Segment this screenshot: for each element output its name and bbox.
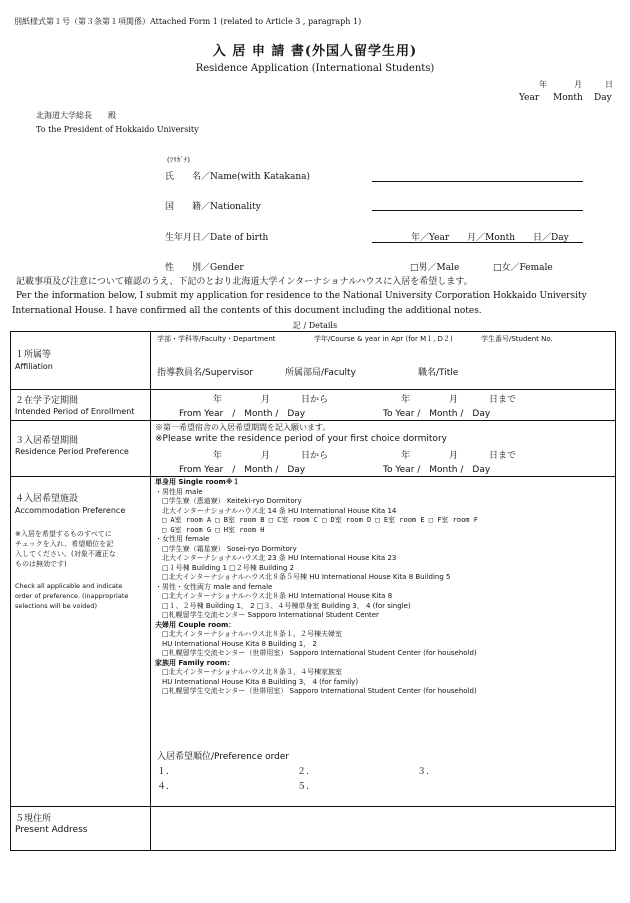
gender-female-checkbox[interactable]: □女／Female (493, 263, 553, 273)
affiliation-label-ja: １所属等 (15, 350, 52, 360)
res-to-day-ja: 日まで (489, 451, 517, 461)
accommodation-label-ja: ４入居希望施設 (15, 494, 79, 504)
name-label: 氏 名／Name(with Katakana) (165, 172, 311, 182)
note-ja-line: ※入居を希望するものすべてに (15, 530, 112, 538)
gender-label: 性 別／Gender (165, 263, 244, 273)
option-kita8-family[interactable]: □北大インターナショナルハウス北８条３、４号棟家族室 (155, 668, 343, 676)
accommodation-label-en: Accommodation Preference (15, 506, 126, 515)
furigana-label: (ﾌﾘｶﾞﾅ) (167, 156, 190, 164)
enrollment-input-cell[interactable] (151, 390, 616, 421)
enroll-from-year-ja: 年 (213, 395, 223, 405)
date-day-ja: 日 (605, 80, 613, 89)
accommodation-options-cell[interactable] (151, 477, 616, 807)
enrollment-label-en: Intended Period of Enrollment (15, 407, 135, 416)
option-kita8-buildings[interactable]: □１、２号棟 Building 1， 2 □３、４号棟単身室 Building 3， 4 (for single) (155, 601, 411, 610)
option-sosei[interactable]: □学生寮（霜星寮） Sosei-ryo Dormitory (155, 544, 297, 553)
page-title: 入 居 申 請 書(外国人留学生用) (212, 44, 418, 59)
residence-period-label-ja: ３入居希望期間 (15, 436, 79, 446)
nationality-field[interactable] (372, 210, 583, 211)
date-day-en: Day (594, 93, 612, 103)
option-kita8-couple[interactable]: □北大インターナショナルハウス北８条１、２号棟夫婦室 (155, 630, 343, 638)
option-line: ・男性・女性両方 male and female (155, 582, 273, 591)
enroll-from-day-ja: 日から (301, 395, 329, 405)
name-field[interactable] (372, 181, 583, 182)
preference-order-4[interactable]: ４. (157, 782, 169, 792)
option-sapporo-household[interactable]: □札幌留学生交流センター（世帯用室） Sapporo International Student Center (for household) (155, 649, 477, 657)
note-ja-line: 入してください。(対象不適正な (15, 550, 116, 558)
faculty-field[interactable]: 学部・学科等/Faculty・Department (157, 335, 276, 343)
option-kita23-buildings[interactable]: □１号棟 Building 1 □２号棟 Building 2 (155, 563, 295, 572)
res-from-day-ja: 日から (301, 451, 329, 461)
res-to-month-ja: 月 (449, 451, 459, 461)
enroll-from-month-ja: 月 (261, 395, 271, 405)
student-no-field[interactable]: 学生番号/Student No. (481, 335, 553, 343)
option-line: ・男性用 male (155, 487, 203, 496)
form-reference: 別紙様式第１号（第３条第１項関係）Attached Form 1 (related to Article 3 , paragraph 1) (14, 17, 362, 26)
affiliation-input-cell[interactable] (151, 332, 616, 390)
dob-fields[interactable]: 年／Year 月／Month 日／Day (411, 233, 569, 243)
res-to-en[interactable]: To Year / Month / Day (383, 465, 491, 475)
date-month-en: Month (553, 93, 583, 103)
preference-order-2[interactable]: ２. (297, 767, 309, 777)
details-heading: 記 / Details (292, 321, 338, 330)
option-kita14-rooms[interactable]: □ A室 room A □ B室 room B □ C室 room C □ D室 room D □ E室 room E □ F室 room F (155, 516, 478, 524)
row-residence-period (11, 421, 616, 477)
option-kita8[interactable]: □北大インターナショナルハウス北８条 HU International House Kita 8 (155, 592, 393, 600)
residence-note-en: ※Please write the residence period of your first choice dormitory (155, 434, 447, 444)
residence-period-input-cell[interactable] (151, 421, 616, 477)
res-from-year-ja: 年 (213, 451, 223, 461)
gender-male-checkbox[interactable]: □男／Male (410, 263, 460, 273)
supervisor-field[interactable]: 指導教員名/Supervisor (157, 368, 254, 378)
note-en-line: order of preference. (inappropriate (15, 592, 129, 600)
residence-period-label-en: Residence Period Preference (15, 447, 129, 456)
page-subtitle: Residence Application (International Students) (195, 63, 435, 74)
date-year-en: Year (519, 93, 540, 103)
option-line: 北大インターナショナルハウス北 14 条 HU International House Kita 14 (155, 506, 397, 515)
address-input-cell[interactable] (151, 807, 616, 851)
enroll-to-day-ja: 日まで (489, 395, 517, 405)
accommodation-label-cell (11, 477, 151, 807)
accommodation-note-en (11, 569, 150, 611)
residence-period-label-cell (11, 421, 151, 477)
row-enrollment (11, 390, 616, 421)
family-room-heading: 家族用 Family room： (155, 658, 234, 667)
option-line: ・女性用 female (155, 535, 210, 543)
res-from-en[interactable]: From Year / Month / Day (179, 465, 306, 475)
address-label-en: Present Address (15, 825, 88, 835)
nationality-label: 国 籍／Nationality (165, 202, 261, 212)
addressee-en: To the President of Hokkaido University (36, 125, 199, 134)
application-table (10, 331, 616, 851)
preference-order-3[interactable]: ３. (417, 767, 429, 777)
accommodation-note-ja (11, 515, 150, 569)
enroll-from-en[interactable]: From Year / Month / Day (179, 409, 306, 419)
option-sapporo-household[interactable]: □札幌留学生交流センター（世帯用室） Sapporo International Student Center (for household) (155, 687, 477, 695)
preference-order-5[interactable]: ５. (297, 782, 309, 792)
dob-field-line (372, 242, 583, 243)
enrollment-label-ja: ２在学予定期間 (15, 396, 79, 406)
preference-order-1[interactable]: １. (157, 767, 169, 777)
dob-label: 生年月日／Date of birth (165, 233, 269, 243)
option-sapporo-center[interactable]: □札幌留学生交流センター Sapporo International Student Center (155, 611, 379, 619)
statement-ja: 記載事項及び注意について確認のうえ、下記のとおり北海道大学インターナショナルハウスに入居を希望します。 (16, 277, 473, 287)
residence-note-ja: ※第一希望宿舎の入居希望期間を記入願います。 (155, 423, 331, 432)
enrollment-label-cell (11, 390, 151, 421)
single-room-heading: 単身用 Single room※１ (155, 478, 240, 486)
statement-en-1: Per the information below, I submit my application for residence to the National University Corporation Hokkaido University (16, 291, 587, 301)
enroll-to-en[interactable]: To Year / Month / Day (383, 409, 491, 419)
option-keiteki[interactable]: □学生寮（恵迪寮） Keiteki-ryo Dormitory (155, 497, 302, 505)
option-line: 北大インターナショナルハウス北 23 条 HU International House Kita 23 (155, 554, 397, 562)
affiliation-label-en: Affiliation (15, 362, 53, 371)
date-year-ja: 年 (539, 80, 547, 89)
option-kita8-b5[interactable]: □北大インターナショナルハウス北８条５号棟 HU International House Kita 8 Building 5 (155, 573, 451, 581)
option-kita14-rooms[interactable]: □ G室 room G □ H室 room H (155, 525, 265, 534)
option-line: HU International House Kita 8 Building 3， 4 (for family) (155, 677, 359, 686)
note-en-line: Check all applicable and indicate (15, 582, 123, 590)
note-ja-line: ものは無効です) (15, 560, 67, 568)
supervisor-faculty-field[interactable]: 所属部局/Faculty (285, 368, 356, 378)
note-ja-line: チェックを入れ、希望順位を記 (15, 540, 114, 548)
enroll-to-month-ja: 月 (449, 395, 459, 405)
res-to-year-ja: 年 (401, 451, 411, 461)
res-from-month-ja: 月 (261, 451, 271, 461)
supervisor-title-field[interactable]: 職名/Title (418, 368, 459, 378)
statement-en-2: International House. I have confirmed all the contents of this document including the additional notes. (12, 306, 482, 316)
row-address (11, 807, 616, 851)
couple-room-heading: 夫婦用 Couple room： (155, 620, 236, 629)
course-year-field[interactable]: 学年/Course & year in Apr (for M１, D２) (314, 335, 453, 343)
row-accommodation (11, 477, 616, 807)
address-label-cell (11, 807, 151, 851)
row-affiliation (11, 332, 616, 390)
address-label-ja: ５現住所 (15, 814, 52, 824)
accommodation-options-list (151, 477, 615, 697)
addressee-ja: 北海道大学総長 殿 (36, 111, 116, 120)
enroll-to-year-ja: 年 (401, 395, 411, 405)
date-month-ja: 月 (574, 80, 582, 89)
note-en-line: selections will be voided) (15, 602, 98, 610)
option-line: HU International House Kita 8 Building 1， 2 (155, 639, 317, 648)
preference-order-label: 入居希望順位/Preference order (157, 752, 290, 762)
affiliation-label-cell (11, 332, 151, 390)
